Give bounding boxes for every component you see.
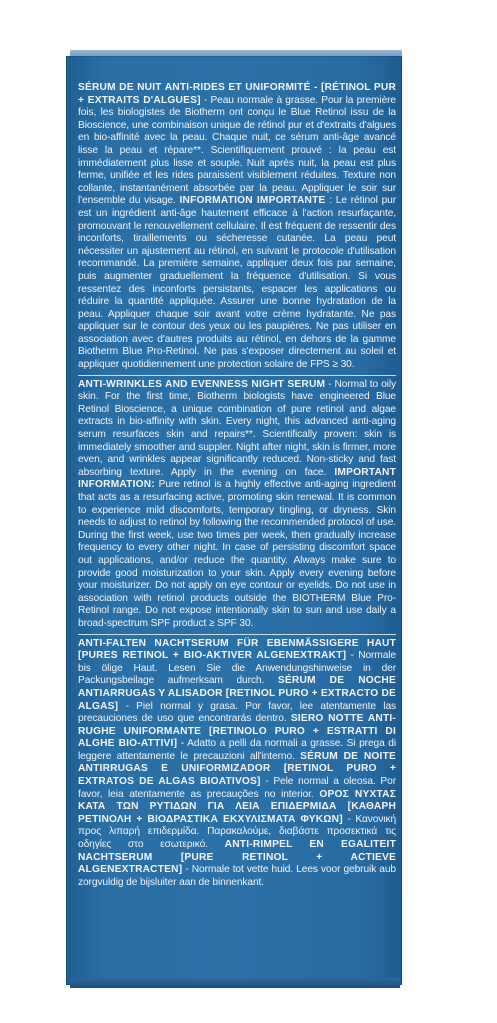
- french-important-body: : Le rétinol pur est un ingrédient anti-âge hautement efficace à l'action resurfaçante, promouvant le renouvellement cellulaire. Il est fréquent de ressentir des inconforts, tiraillements ou sécheresse cutanée. La peau peut nécessiter un ajustement au rétinol, en suivant le protocole d'utilisation recommandé. La première semaine, appliquer deux fois par semaine, puis augmenter graduellement la fréquence d'utilisation. Si vous ressentez des inconforts persistants, espacer les applications ou réduire la quantité appliquée. Assurer une bonne hydratation de la peau. Appliquer chaque soir avant votre crème hydratante. Ne pas appliquer sur le contour des yeux ou les paupières. Ne pas utiliser en association avec d'autres produits au rétinol, en dehors de la gamme Biotherm Blue Pro-Retinol. Ne pas s'exposer directement au soleil et appliquer quotidiennement une protection solaire de FPS ≥ 30.: [78, 195, 396, 371]
- french-body: - Peau normale à grasse. Pour la première fois, les biologistes de Biotherm ont conçu le Blue Retinol issu de la Bioscience, une combinaison unique de rétinol pur et d'extraits d'algues en bio-affinité avec la peau. Chaque nuit, ce sérum anti-âge avancé lisse la peau et répare**. Scientifiquement prouvé : la peau est immédiatement plus lisse et souple. Nuit après nuit, la peau est plus ferme, unifiée et les rides paraissent visiblement réduites. Texture non collante, instantanément absorbée par la peau. Appliquer le soir sur l'ensemble du visage.: [78, 94, 396, 207]
- spanish-heading: SÉRUM DE NOCHE ANTIARRUGAS Y ALISADOR [RETINOL PURO + EXTRACTO DE ALGAS]: [78, 675, 396, 712]
- french-description: [78, 82, 396, 372]
- english-section: [78, 379, 396, 631]
- spanish-body: - Piel normal y grasa. Por favor, lee atentamente las precauciones de uso que encontrarás dentro.: [78, 700, 396, 725]
- french-section: [78, 82, 396, 372]
- french-heading: SÉRUM DE NUIT ANTI-RIDES ET UNIFORMITÉ - [RÉTINOL PUR + EXTRAITS D'ALGUES]: [78, 82, 396, 106]
- german-body: - Normale bis ölige Haut. Lesen Sie die Anwendungshinweise in der Packungsbeilage aufmerksam durch.: [78, 650, 396, 687]
- portuguese-body: - Pele normal a oleosa. Por favor, leia atentamente as precauções no interior.: [78, 776, 396, 800]
- greek-heading: ΟΡΟΣ ΝΥΧΤΑΣ ΚΑΤΑ ΤΩΝ ΡΥΤΙΔΩΝ ΓΙΑ ΛΕΙΑ ΕΠΙΔΕΡΜΙΔΑ [ΚΑΘΑΡΗ ΡΕΤΙΝΟΛΗ + ΒΙΟΔΡΑΣΤΙΚΑ ΕΚΧΥΛΙΣΜΑΤΑ ΦΥΚΩΝ]: [78, 788, 397, 825]
- german-heading: ANTI-FALTEN NACHTSERUM FÜR EBENMÄSSIGERE HAUT [PURES RETINOL + BIO-AKTIVER ALGENEXTRAKT]: [78, 637, 396, 662]
- label-text-panel: [78, 82, 396, 891]
- dutch-heading: ANTI-RIMPEL EN EGALITEIT NACHTSERUM [PURE RETINOL + ACTIEVE ALGENEXTRACTEN]: [78, 839, 396, 876]
- section-divider: [78, 634, 396, 635]
- english-description: [78, 379, 396, 631]
- greek-body: - Κανονική προς λιπαρή επιδερμίδα. Παρακαλούμε, διαβάστε προσεκτικά τις οδηγίες στο εσωτερικό.: [78, 813, 397, 851]
- dutch-body: - Normale tot vette huid. Lees voor gebruik aub zorgvuldig de bijsluiter aan de binnenkant.: [78, 864, 396, 888]
- french-important-heading: INFORMATION IMPORTANTE: [179, 195, 326, 207]
- english-important-heading: IMPORTANT INFORMATION:: [78, 466, 396, 491]
- italian-body: - Adatto a pelli da normali a grasse. Si prega di leggere attentamente le precauzioni all'interno.: [78, 738, 396, 762]
- english-important-body: Pure retinol is a highly effective anti-aging ingredient that acts as a resurfacing active, promoting skin renewal. It is common to experience mild discomforts, temporary tingling, or dryness. Skin needs to adjust to retinol by following the recommended protocol of use. During the first week, use two times per week, then gradually increase frequency to every other night. In case of persisting discomfort space out applications, and/or reduce the quantity. Always make sure to provide good moisturization to your skin. Apply every evening before your moisturizer. Do not apply on eye contour or eyelids. Do not use in association with retinol products outside the BIOTHERM Blue Pro-Retinol range. Do not expose intentionally skin to sun and use daily a broad-spectrum SPF product ≥ SPF 30.: [78, 479, 396, 629]
- italian-heading: SIERO NOTTE ANTI-RUGHE UNIFORMANTE [RETINOLO PURO + ESTRATTI DI ALGHE BIO-ATTIVI]: [78, 713, 396, 750]
- english-body: - Normal to oily skin. For the first time, Biotherm biologists have engineered Blue Retinol Bioscience, a unique combination of pure retinol and algae extracts in bio-affinity with skin. Every night, this advanced anti-aging serum resurfaces skin and repairs**. Scientifically proven: skin is immediately smoother and suppler. Night after night, skin is firmer, more even, and wrinkles appear significantly reduced. Non-sticky and fast absorbing texture. Apply in the evening on face.: [78, 378, 396, 478]
- box-bottom-flap: [70, 978, 400, 988]
- multilanguage-description: [78, 638, 396, 890]
- section-divider: [78, 375, 396, 376]
- portuguese-heading: SÉRUM DE NOITE ANTIRRUGAS E UNIFORMIZADOR [RETINOL PURO + EXTRATOS DE ALGAS BIOATIVOS]: [78, 750, 396, 788]
- multilanguage-section: [78, 638, 396, 890]
- english-heading: ANTI-WRINKLES AND EVENNESS NIGHT SERUM: [78, 378, 326, 390]
